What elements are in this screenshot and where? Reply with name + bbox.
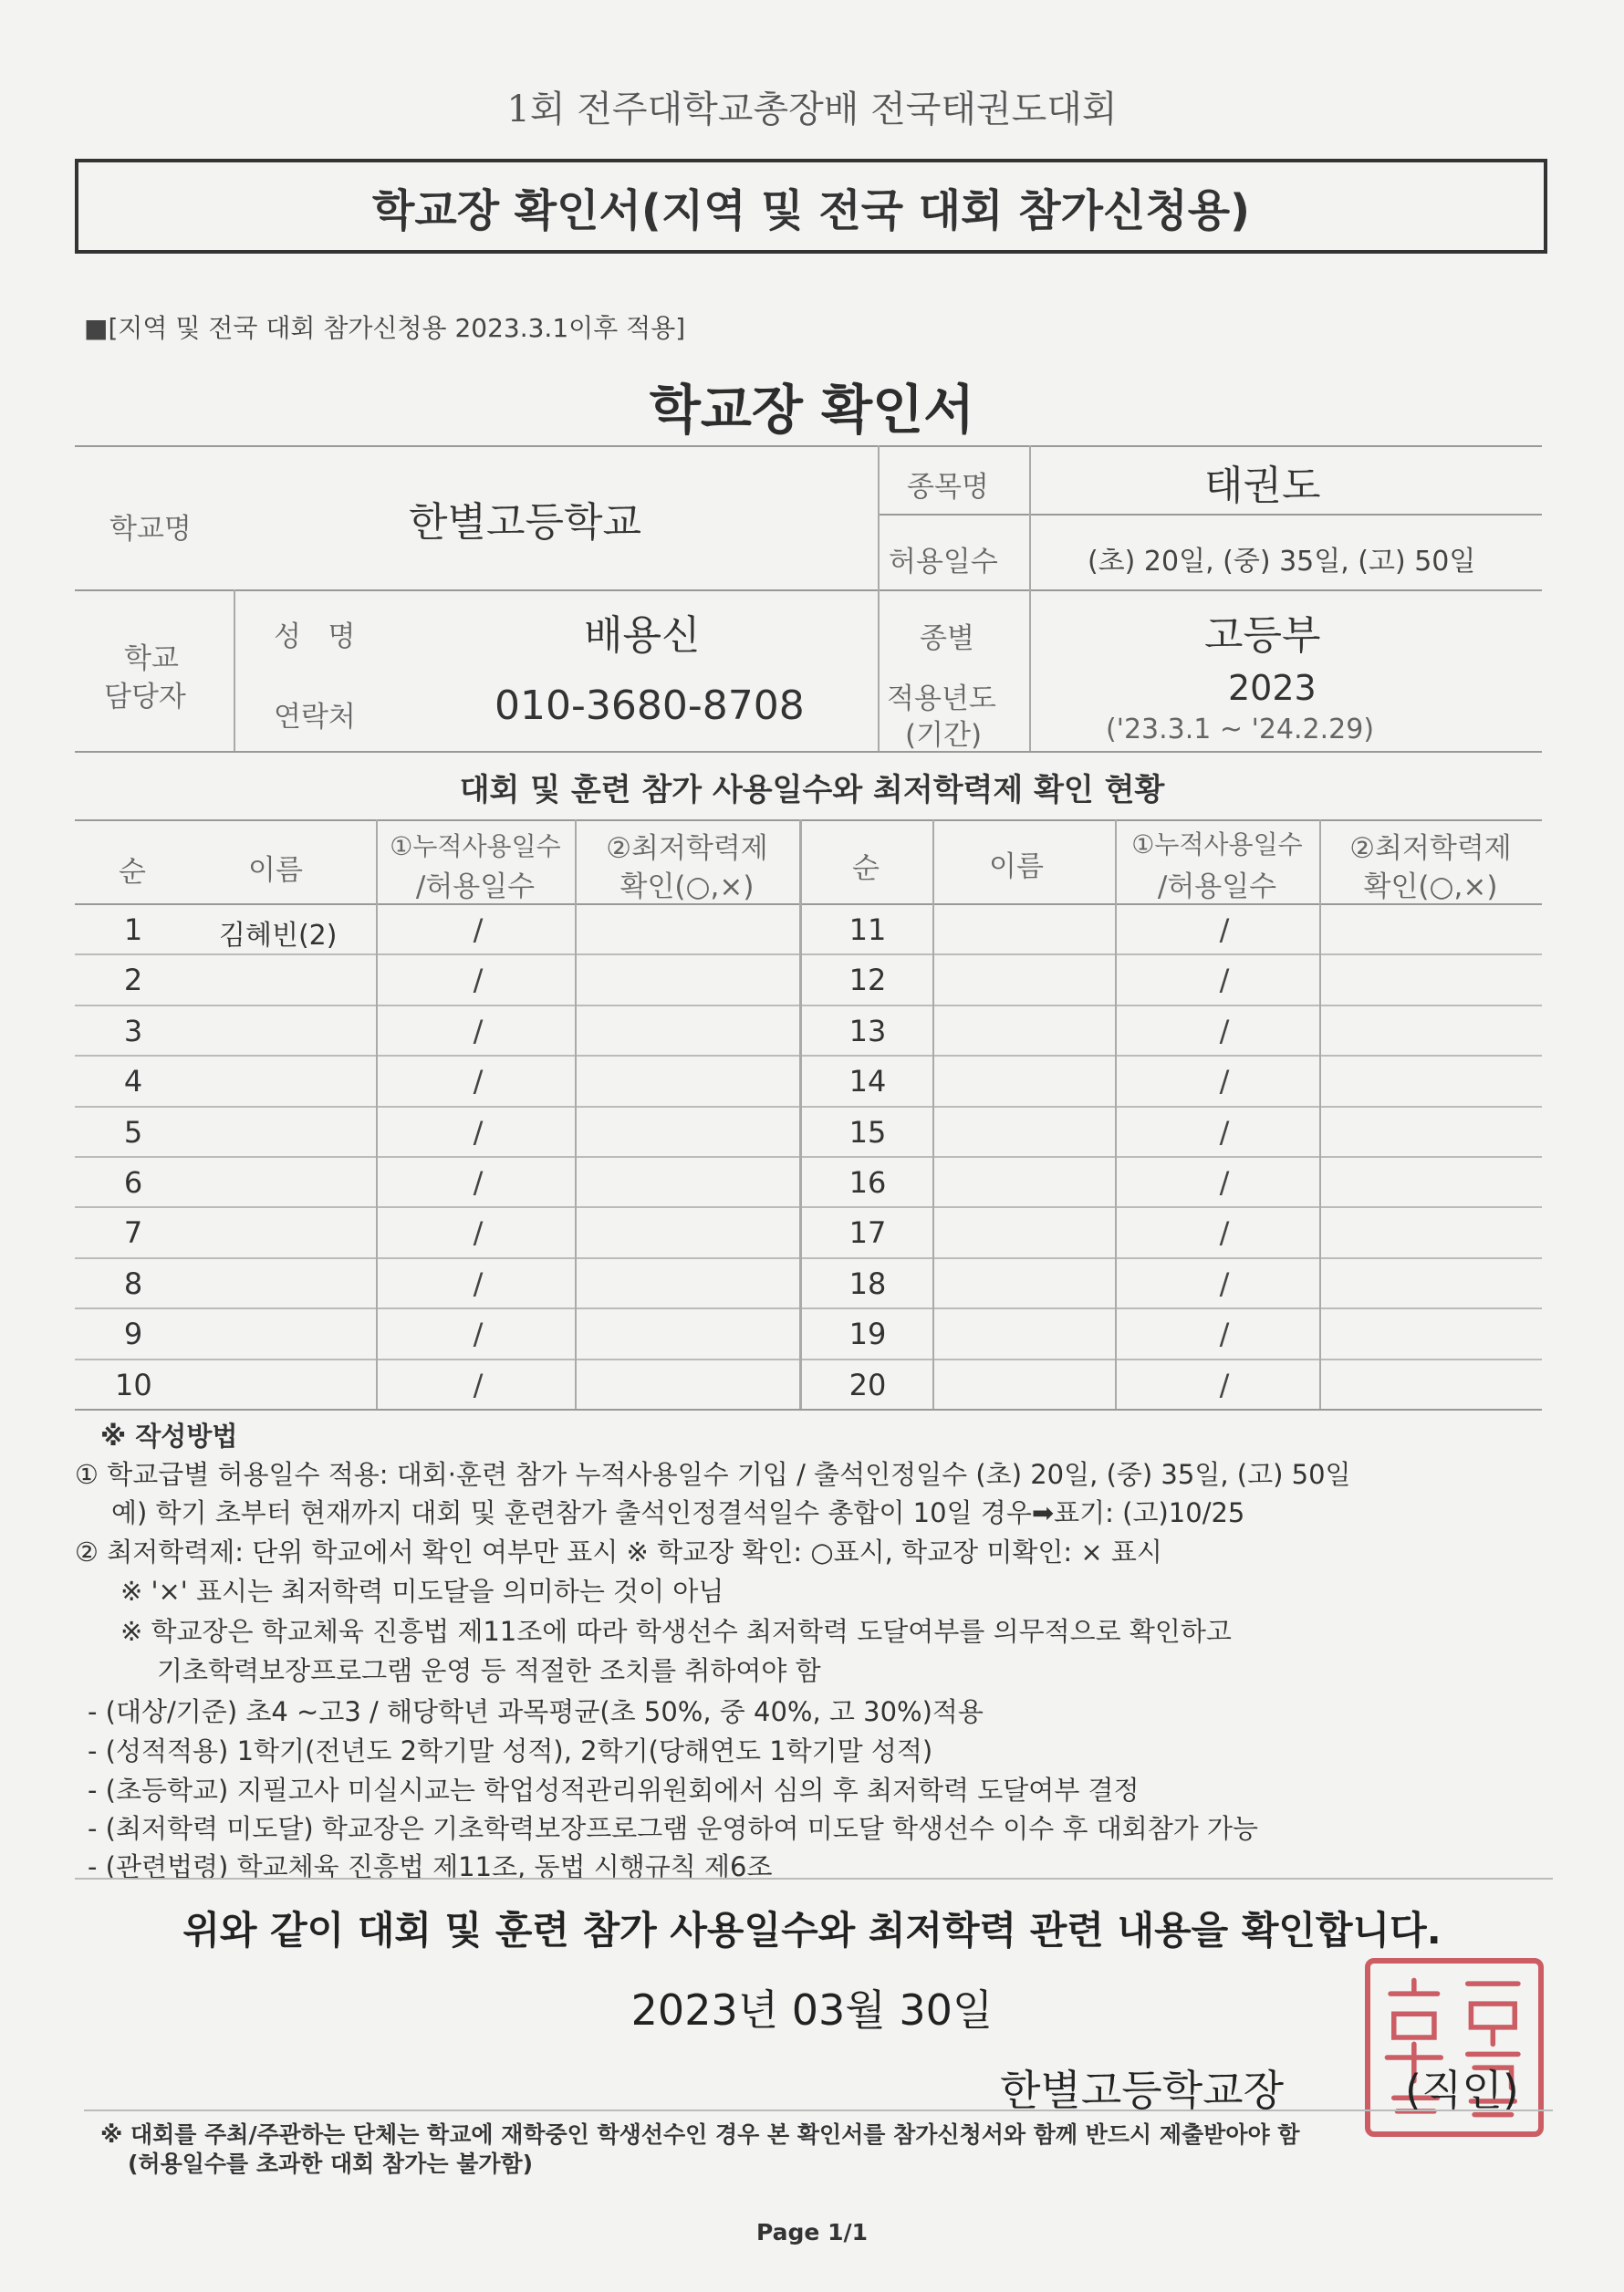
row-days-slash: / xyxy=(473,1165,484,1200)
row-number: 2 xyxy=(123,963,143,997)
instruction-line: - (초등학교) 지필고사 미실시교는 학업성적관리위원회에서 심의 후 최저학력 도달여부 결정 xyxy=(88,1775,1140,1806)
row-days-slash: / xyxy=(473,963,484,997)
header-min-right-1: ②최저학력제 xyxy=(1349,832,1512,865)
instruction-line: 기초학력보장프로그램 운영 등 적절한 조치를 취하여야 함 xyxy=(157,1655,821,1686)
row-number: 9 xyxy=(123,1317,143,1351)
row-number: 5 xyxy=(123,1115,143,1150)
contact-group-label-1: 학교 xyxy=(124,642,179,675)
info-vline-2 xyxy=(1029,445,1031,751)
sport-value: 태권도 xyxy=(1204,463,1321,509)
allowed-days-label: 허용일수 xyxy=(889,546,998,578)
school-value: 한별고등학교 xyxy=(409,499,642,546)
row-days-slash: / xyxy=(473,912,484,947)
row-number: 7 xyxy=(123,1215,143,1250)
header-name-right: 이름 xyxy=(989,850,1044,883)
instruction-line: - (최저학력 미도달) 학교장은 기초학력보장프로그램 운영하여 미도달 학생선수 이수 후 대회참가 가능 xyxy=(88,1813,1259,1844)
row-number: 6 xyxy=(123,1165,143,1200)
row-number: 19 xyxy=(848,1317,887,1351)
row-days-slash: / xyxy=(473,1215,484,1250)
table-vline-5 xyxy=(1319,819,1321,1409)
table-row-line xyxy=(75,1055,1542,1057)
info-line-mid xyxy=(75,589,1542,591)
row-days-slash: / xyxy=(1219,912,1230,947)
instruction-line: ① 학교급별 허용일수 적용: 대회·훈련 참가 누적사용일수 기입 / 출석인정일수 (초) 20일, (중) 35일, (고) 50일 xyxy=(75,1459,1351,1490)
header-min-left-2: 확인(○,×) xyxy=(619,870,755,903)
period-value: ('23.3.1 ~ '24.2.29) xyxy=(1106,714,1375,745)
row-days-slash: / xyxy=(1219,1014,1230,1048)
row-days-slash: / xyxy=(1219,1165,1230,1200)
table-line-top xyxy=(75,819,1542,821)
row-days-slash: / xyxy=(473,1266,484,1301)
table-row-line xyxy=(75,1206,1542,1208)
table-row-line xyxy=(75,1005,1542,1006)
event-title: 1회 전주대학교총장배 전국태권도대회 xyxy=(506,89,1118,130)
year-label-1: 적용년도 xyxy=(887,682,996,715)
row-number: 4 xyxy=(123,1064,143,1099)
table-row-line xyxy=(75,1359,1542,1360)
header-days-left-2: /허용일수 xyxy=(415,870,536,903)
row-days-slash: / xyxy=(1219,1115,1230,1150)
instruction-line: ② 최저학력제: 단위 학교에서 확인 여부만 표시 ※ 학교장 확인: ○표시, 학교장 미확인: × 표시 xyxy=(75,1537,1162,1568)
table-row-line xyxy=(75,1156,1542,1158)
info-vline-1 xyxy=(878,445,880,751)
row-days-slash: / xyxy=(1219,1266,1230,1301)
table-vline-3 xyxy=(932,819,934,1409)
table-vline-4 xyxy=(1115,819,1117,1409)
row-number: 16 xyxy=(848,1165,887,1200)
row-days-slash: / xyxy=(473,1115,484,1150)
row-number: 1 xyxy=(123,912,143,947)
table-row-line xyxy=(75,1257,1542,1259)
instruction-line: ※ 학교장은 학교체육 진흥법 제11조에 따라 학생선수 최저학력 도달여부를 의무적으로 확인하고 xyxy=(120,1616,1232,1647)
row-number: 15 xyxy=(848,1115,887,1150)
confirm-statement: 위와 같이 대회 및 훈련 참가 사용일수와 최저학력 관련 내용을 확인합니다. xyxy=(182,1908,1442,1953)
page-number: Page 1/1 xyxy=(756,2219,868,2245)
instruction-line: ※ '×' 표시는 최저학력 미도달을 의미하는 것이 아님 xyxy=(120,1576,724,1607)
row-days-slash: / xyxy=(1219,1368,1230,1402)
header-no-left: 순 xyxy=(119,856,146,889)
box-title: 학교장 확인서(지역 및 전국 대회 참가신청용) xyxy=(371,184,1251,236)
section-title: 대회 및 훈련 참가 사용일수와 최저학력제 확인 현황 xyxy=(459,772,1165,808)
row-days-slash: / xyxy=(1219,1215,1230,1250)
year-label-2: (기간) xyxy=(905,719,983,752)
row-days-slash: / xyxy=(1219,1317,1230,1351)
title-box xyxy=(75,159,1547,254)
phone-value: 010-3680-8708 xyxy=(494,682,805,729)
header-no-right: 순 xyxy=(852,852,880,885)
instruction-line: 예) 학기 초부터 현재까지 대회 및 훈련참가 출석인정결석일수 총합이 10일 경우➡표기: (고)10/25 xyxy=(111,1497,1245,1528)
row-days-slash: / xyxy=(1219,1064,1230,1099)
issue-date: 2023년 03월 30일 xyxy=(630,1985,994,2035)
footer-note-2: (허용일수를 초과한 대회 참가는 불가함) xyxy=(128,2151,534,2177)
footer-divider xyxy=(84,2110,1553,2111)
year-value: 2023 xyxy=(1228,668,1317,708)
table-row-line xyxy=(75,953,1542,955)
row-days-slash: / xyxy=(1219,963,1230,997)
header-days-right-2: /허용일수 xyxy=(1157,870,1277,903)
allowed-days-value: (초) 20일, (중) 35일, (고) 50일 xyxy=(1088,546,1476,578)
row-number: 3 xyxy=(123,1014,143,1048)
instructions-heading: ※ 작성방법 xyxy=(100,1421,238,1452)
info-line-top xyxy=(75,445,1542,447)
division-value: 고등부 xyxy=(1204,612,1321,659)
header-min-right-2: 확인(○,×) xyxy=(1363,870,1498,903)
row-days-slash: / xyxy=(473,1014,484,1048)
table-vline-1 xyxy=(376,819,378,1409)
header-min-left-1: ②최저학력제 xyxy=(606,832,768,865)
row-number: 13 xyxy=(848,1014,887,1048)
header-days-right-1: ①누적사용일수 xyxy=(1131,829,1303,860)
header-name-left: 이름 xyxy=(248,854,303,887)
footer-note-1: ※ 대회를 주최/주관하는 단체는 학교에 재학중인 학생선수인 경우 본 확인서를 참가신청서와 함께 반드시 제출받아야 함 xyxy=(100,2121,1300,2148)
table-vline-2 xyxy=(575,819,577,1409)
row-days-slash: / xyxy=(473,1317,484,1351)
table-vline-center xyxy=(799,819,802,1409)
row-number: 8 xyxy=(123,1266,143,1301)
instruction-line: - (대상/기준) 초4 ~고3 / 해당학년 과목평균(초 50%, 중 40%, 고 30%)적용 xyxy=(88,1696,984,1727)
instruction-line: - (관련법령) 학교체육 진흥법 제11조, 동법 시행규칙 제6조 xyxy=(88,1851,773,1882)
seal-note: (직인) xyxy=(1405,2066,1519,2115)
table-row-line xyxy=(75,1409,1542,1411)
row-name: 김혜빈(2) xyxy=(219,920,338,952)
row-days-slash: / xyxy=(473,1064,484,1099)
instruction-line: - (성적적용) 1학기(전년도 2학기말 성적), 2학기(당해연도 1학기말 성적) xyxy=(88,1735,933,1766)
table-row-line xyxy=(75,1106,1542,1108)
row-days-slash: / xyxy=(473,1368,484,1402)
name-value: 배용신 xyxy=(584,612,701,659)
principal-name: 한별고등학교장 xyxy=(1000,2066,1285,2115)
row-number: 20 xyxy=(848,1368,887,1402)
row-number: 10 xyxy=(115,1368,152,1402)
contact-group-label-2: 담당자 xyxy=(104,681,186,714)
name-label: 성 명 xyxy=(274,620,356,653)
row-number: 14 xyxy=(848,1064,887,1099)
school-label: 학교명 xyxy=(109,513,192,546)
info-line-mid-right xyxy=(878,514,1542,516)
document-title: 학교장 확인서 xyxy=(649,379,975,441)
row-number: 18 xyxy=(848,1266,887,1301)
row-number: 11 xyxy=(848,912,887,947)
sport-label: 종목명 xyxy=(907,471,989,504)
phone-label: 연락처 xyxy=(274,701,356,734)
info-line-bottom xyxy=(75,751,1542,753)
division-label: 종별 xyxy=(920,622,974,655)
row-number: 17 xyxy=(848,1215,887,1250)
header-days-left-1: ①누적사용일수 xyxy=(390,831,561,861)
row-number: 12 xyxy=(848,963,887,997)
applies-note: ■[지역 및 전국 대회 참가신청용 2023.3.1이후 적용] xyxy=(84,313,686,343)
notes-divider xyxy=(75,1878,1553,1880)
table-row-line xyxy=(75,1307,1542,1309)
info-vline-3 xyxy=(234,589,235,751)
